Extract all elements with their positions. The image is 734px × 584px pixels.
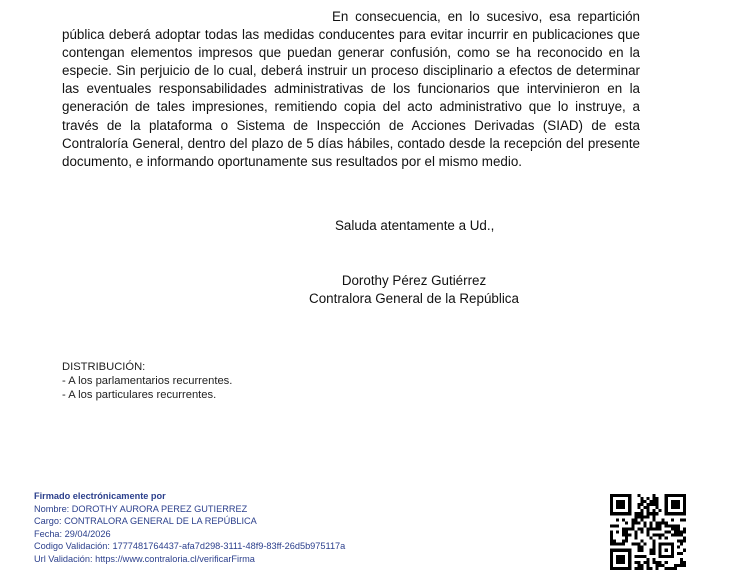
- distribution-item: - A los particulares recurrentes.: [62, 389, 217, 401]
- paragraph-rest: repartición pública deberá adoptar todas las medidas conducentes para evitar incurrir en publicaciones que contengan elementos impresos que puedan generar confusión, como se ha reconocido en la especie. Sin perjuicio de lo cual, deberá instruir un proceso disciplinario a efectos de determinar las eventuales responsabilidades administrativas de los funcionarios que intervinieron en la generación de tales impresiones, remitiendo copia del acto administrativo que lo instruye, a través de la plataforma o Sistema de Inspección de Acciones Derivadas (SIAD) de esta Contraloría General, dentro del plazo de 5 días hábiles, contado desde la recepción del presente documento, e informando oportunamente sus resultados por el mismo medio.: [62, 9, 640, 169]
- qr-code-icon: [610, 494, 686, 570]
- electronic-signature: [34, 490, 345, 565]
- closing-salutation: Saluda atentamente a Ud.,: [335, 218, 495, 233]
- distribution-heading: DISTRIBUCIÓN:: [62, 361, 146, 373]
- esig-heading: Firmado electrónicamente por: [34, 491, 166, 501]
- esig-date: Fecha: 29/04/2026: [34, 528, 111, 539]
- paragraph-opening: En consecuencia, en lo sucesivo, esa: [332, 9, 571, 24]
- distribution-item: - A los parlamentarios recurrentes.: [62, 375, 233, 387]
- signature-block: [230, 272, 598, 308]
- signer-title: Contralora General de la República: [309, 291, 519, 306]
- esig-code: Codigo Validación: 1777481764437-afa7d298-3111-48f9-83ff-26d5b975117a: [34, 541, 346, 551]
- body-paragraph: [62, 8, 640, 171]
- esig-url: Url Validación: https://www.contraloria.cl/verificarFirma: [34, 553, 255, 564]
- signer-name: Dorothy Pérez Gutiérrez: [341, 273, 487, 288]
- distribution-section: [62, 360, 232, 402]
- esig-name: Nombre: DOROTHY AURORA PEREZ GUTIERREZ: [34, 503, 248, 514]
- esig-role: Cargo: CONTRALORA GENERAL DE LA REPÚBLICA: [34, 516, 257, 526]
